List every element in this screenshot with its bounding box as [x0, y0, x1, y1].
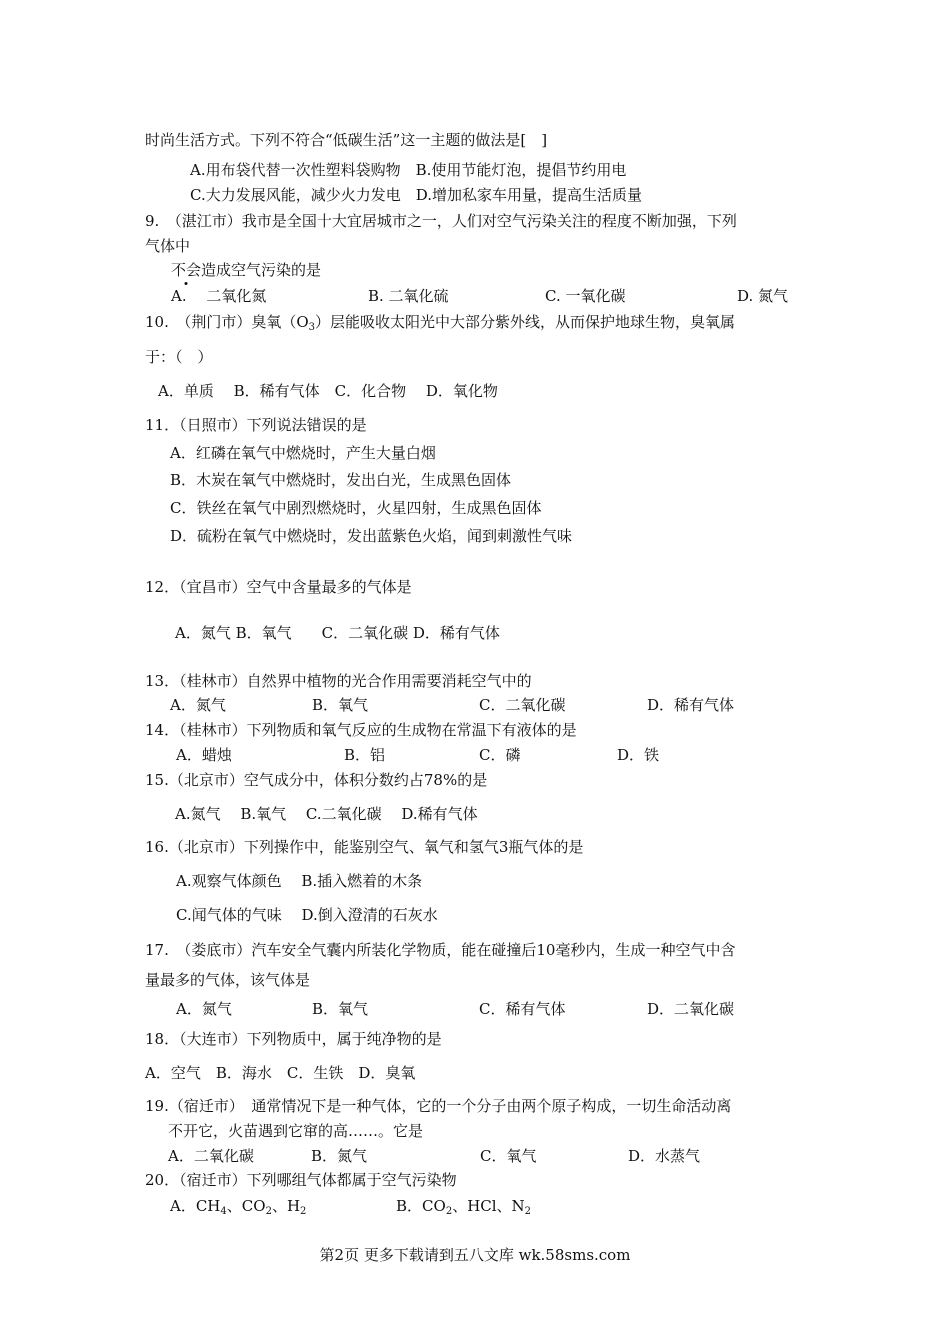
question-17-stem-cont: 量最多的气体，该气体是 — [145, 971, 311, 989]
question-9-stem: 9. （湛江市）我市是全国十大宜居城市之一，人们对空气污染关注的程度不断加强，下列 — [145, 212, 737, 230]
question-9-stem-cont: 气体中 — [145, 237, 191, 255]
option-a: A．氮气 — [176, 1000, 232, 1018]
question-13-stem: 13．（桂林市）自然界中植物的光合作用需要消耗空气中的 — [145, 672, 532, 690]
emphasis-text: 不会 — [171, 261, 202, 279]
question-10-stem-cont: 于：（ ） — [145, 348, 213, 366]
options-row: C.闻气体的气味 D.倒入澄清的石灰水 — [176, 906, 438, 924]
options-row: A.用布袋代替一次性塑料袋购物 B.使用节能灯泡，提倡节约用电 — [190, 161, 627, 179]
option-b: B．木炭在氧气中燃烧时，发出白光，生成黑色固体 — [170, 471, 512, 489]
options-row: A.观察气体颜色 B.插入燃着的木条 — [176, 872, 423, 890]
option-b: B．氮气 — [311, 1147, 368, 1165]
question-10-stem: 10. （荆门市）臭氧$(O_3)$层能吸收太阳光中大部分紫外线，从而保护地球生物，臭氧属 — [145, 313, 736, 333]
option-a: A. 二氧化氮 — [171, 287, 267, 305]
options-row: A.氮气 B.氧气 C.二氧化碳 D.稀有气体 — [175, 805, 478, 823]
option-d: D．铁 — [617, 746, 660, 764]
option-b: B．氧气 — [312, 1000, 369, 1018]
options-row: A．空气 B．海水 C．生铁 D．臭氧 — [145, 1064, 416, 1082]
option-c: C．稀有气体 — [479, 1000, 566, 1018]
question-9-stem-cont: 不会造成空气污染的是 — [171, 261, 322, 279]
page-footer: 第2页 更多下载请到五八文库 wk.58sms.com — [319, 1246, 631, 1264]
options-row: A．氮气 B．氧气 C．二氧化碳 D．稀有气体 — [175, 624, 500, 642]
option-c: C. 一氧化碳 — [545, 287, 626, 305]
question-16-stem: 16.（北京市）下列操作中，能鉴别空气、氧气和氢气3瓶气体的是 — [145, 838, 584, 856]
option-a: A．红磷在氧气中燃烧时，产生大量白烟 — [170, 444, 436, 462]
option-a: A．二氧化碳 — [168, 1147, 254, 1165]
question-19-stem: 19.（宿迁市） 通常情况下是一种气体，它的一个分子由两个原子构成，一切生命活动离 — [145, 1097, 732, 1115]
option-c: C．氧气 — [480, 1147, 537, 1165]
question-19-stem-cont: 不开它，火苗遇到它窜的高……。它是 — [168, 1122, 424, 1140]
option-b: B．氧气 — [312, 696, 369, 714]
option-b: B．$CO_2$、HCl、$N_2$ — [396, 1197, 532, 1217]
option-c: C．铁丝在氧气中剧烈燃烧时，火星四射，生成黑色固体 — [170, 499, 542, 517]
option-b: B．铝 — [344, 746, 386, 764]
option-a: A．蜡烛 — [176, 746, 232, 764]
option-d: D．二氧化碳 — [647, 1000, 735, 1018]
option-a: A．氮气 — [170, 696, 226, 714]
option-c: C．二氧化碳 — [479, 696, 566, 714]
question-14-stem: 14．（桂林市）下列物质和氧气反应的生成物在常温下有液体的是 — [145, 721, 577, 739]
question-15-stem: 15.（北京市）空气成分中，体积分数约占78%的是 — [145, 771, 488, 789]
question-17-stem: 17. （娄底市）汽车安全气囊内所装化学物质，能在碰撞后10毫秒内，生成一种空气中含 — [145, 941, 736, 959]
options-row: A．单质 B．稀有气体 C．化合物 D．氧化物 — [158, 382, 498, 400]
question-11-stem: 11．（日照市）下列说法错误的是 — [145, 416, 367, 434]
option-d: D．稀有气体 — [647, 696, 735, 714]
option-d: D．硫粉在氧气中燃烧时，发出蓝紫色火焰，闻到刺激性气味 — [170, 527, 573, 545]
option-a: A．$CH_4$、$CO_2$、$H_2$ — [170, 1197, 307, 1217]
option-c: C．磷 — [479, 746, 521, 764]
option-b: B. 二氧化硫 — [368, 287, 449, 305]
option-d: D. 氮气 — [737, 287, 789, 305]
option-d: D．水蒸气 — [628, 1147, 701, 1165]
question-20-stem: 20．（宿迁市）下列哪组气体都属于空气污染物 — [145, 1171, 457, 1189]
question-18-stem: 18．（大连市）下列物质中，属于纯净物的是 — [145, 1030, 442, 1048]
question-12-stem: 12．（宜昌市）空气中含量最多的气体是 — [145, 578, 412, 596]
options-row: C.大力发展风能，减少火力发电 D.增加私家车用量，提高生活质量 — [190, 186, 642, 204]
question-stem: 时尚生活方式。下列不符合“低碳生活”这一主题的做法是[ ] — [145, 131, 548, 149]
